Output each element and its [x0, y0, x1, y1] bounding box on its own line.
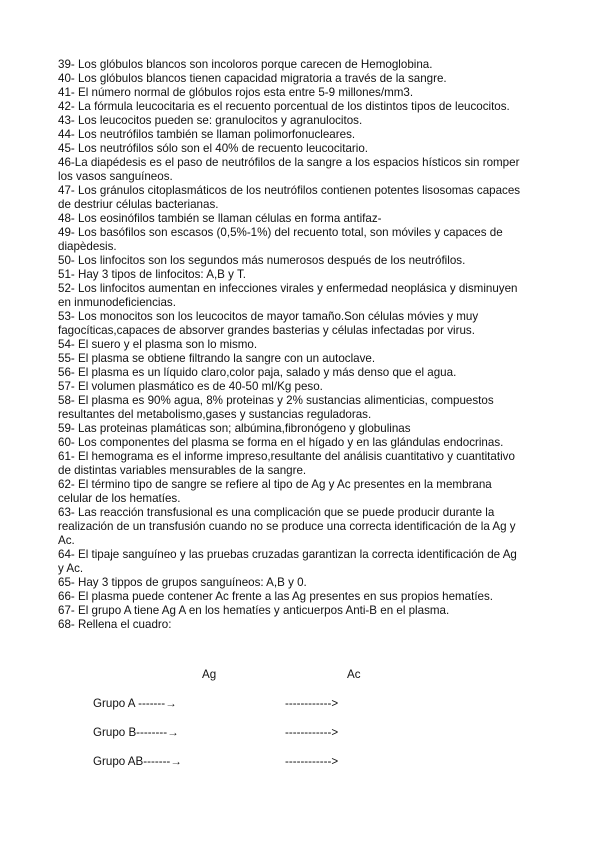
statement-item: [58, 72, 552, 86]
statement-line: 43- Los leucocitos pueden se: granulocitos y agranulocitos.: [58, 114, 363, 127]
table-row-label: Grupo A -------→: [93, 697, 177, 710]
statement-line: 56- El plasma es un líquido claro,color paja, salado y más denso que el agua.: [58, 366, 457, 379]
statement-line: 46-La diapédesis es el paso de neutrófilos de la sangre a los espacios hísticos sin romper: [58, 156, 520, 169]
table-row-arrow: ------------>: [285, 726, 339, 739]
statement-line: 62- El término tipo de sangre se refiere al tipo de Ag y Ac presentes en la membrana: [58, 478, 492, 491]
table-row-label: Grupo B--------→: [93, 726, 179, 739]
statement-line: de destriur células bacterianas.: [58, 198, 219, 211]
statement-item: [58, 212, 552, 226]
statement-item: [58, 548, 552, 576]
statement-line: 67- El grupo A tiene Ag A en los hematíes y anticuerpos Anti-B en el plasma.: [58, 604, 450, 617]
statement-item: [58, 478, 552, 506]
statement-item: [58, 618, 552, 632]
statement-line: 55- El plasma se obtiene filtrando la sangre con un autoclave.: [58, 352, 376, 365]
statement-item: [58, 100, 552, 114]
statement-line: 61- El hemograma es el informe impreso,resultante del análisis cuantitativo y cuantitativo: [58, 450, 515, 463]
statement-line: 57- El volumen plasmático es de 40-50 ml/Kg peso.: [58, 380, 323, 393]
column-header-ac: Ac: [347, 668, 361, 681]
statement-line: 50- Los linfocitos son los segundos más numerosos después de los neutrófilos.: [58, 254, 466, 267]
statement-item: [58, 128, 552, 142]
statement-line: fagocíticas,capaces de absorver grandes basterias y células infectadas por virus.: [58, 324, 475, 337]
statement-item: [58, 114, 552, 128]
statement-item: [58, 366, 552, 380]
statement-line: Ac.: [58, 534, 75, 547]
statement-line: resultantes del metabolismo,gases y sustancias reguladoras.: [58, 408, 372, 421]
statement-line: de distintas variables mensurables de la sangre.: [58, 464, 307, 477]
statement-line: 52- Los linfocitos aumentan en infecciones virales y enfermedad neoplásica y disminuyen: [58, 282, 518, 295]
statement-line: 65- Hay 3 tippos de grupos sanguíneos: A,B y 0.: [58, 576, 307, 589]
statement-item: [58, 394, 552, 422]
statement-item: [58, 436, 552, 450]
statement-line: 44- Los neutrófilos también se llaman polimorfonucleares.: [58, 128, 356, 141]
statement-item: [58, 604, 552, 618]
statement-line: 51- Hay 3 tipos de linfocitos: A,B y T.: [58, 268, 246, 281]
statement-line: 39- Los glóbulos blancos son incoloros porque carecen de Hemoglobina.: [58, 58, 433, 71]
statement-item: [58, 254, 552, 268]
statement-line: 41- El número normal de glóbulos rojos esta entre 5-9 millones/mm3.: [58, 86, 414, 99]
statement-line: 64- El tipaje sanguíneo y las pruebas cruzadas garantizan la correcta identificación de Ag: [58, 548, 517, 561]
statement-line: 45- Los neutrófilos sólo son el 40% de recuento leucocitario.: [58, 142, 368, 155]
statement-item: [58, 156, 552, 184]
table-row-label: Grupo AB-------→: [93, 755, 182, 768]
statement-item: [58, 58, 552, 72]
statement-line: en inmunodeficiencias.: [58, 296, 176, 309]
statement-line: 48- Los eosinófilos también se llaman células en forma antifaz-: [58, 212, 382, 225]
statement-line: 54- El suero y el plasma son lo mismo.: [58, 338, 258, 351]
statement-line: 63- Las reacción transfusional es una complicación que se puede producir durante la: [58, 506, 495, 519]
statement-line: diapèdesis.: [58, 240, 117, 253]
statement-item: [58, 184, 552, 212]
table-row-arrow: ------------>: [285, 697, 339, 710]
statement-line: realización de un transfusión cuando no se produce una correcta identificación de la Ag y: [58, 520, 516, 533]
statement-line: 60- Los componentes del plasma se forma en el hígado y en las glándulas endocrinas.: [58, 436, 504, 449]
statement-item: [58, 338, 552, 352]
statement-item: [58, 86, 552, 100]
statement-line: 47- Los gránulos citoplasmáticos de los neutrófilos contienen potentes lisosomas capaces: [58, 184, 521, 197]
statement-item: [58, 310, 552, 338]
table-row-arrow: ------------>: [285, 755, 339, 768]
statement-line: 68- Rellena el cuadro:: [58, 618, 172, 631]
statement-item: [58, 590, 552, 604]
statement-item: [58, 352, 552, 366]
statement-line: los vasos sanguíneos.: [58, 170, 173, 183]
statement-line: y Ac.: [58, 562, 84, 575]
column-header-ag: Ag: [202, 668, 217, 681]
statement-item: [58, 450, 552, 478]
statement-item: [58, 282, 552, 310]
statement-line: 53- Los monocitos son los leucocitos de mayor tamaño.Son células móvies y muy: [58, 310, 479, 323]
statement-line: celular de los hematíes.: [58, 492, 181, 505]
statement-item: [58, 226, 552, 254]
statement-line: 40- Los glóbulos blancos tienen capacidad migratoria a través de la sangre.: [58, 72, 447, 85]
statement-line: 49- Los basófilos son escasos (0,5%-1%) del recuento total, son móviles y capaces de: [58, 226, 503, 239]
statement-item: [58, 268, 552, 282]
statement-item: [58, 422, 552, 436]
statement-line: 59- Las proteinas plamáticas son; albúmina,fibronógeno y globulinas: [58, 422, 411, 435]
statement-line: 66- El plasma puede contener Ac frente a las Ag presentes en sus propios hematíes.: [58, 590, 494, 603]
statement-item: [58, 142, 552, 156]
statement-item: [58, 576, 552, 590]
statement-item: [58, 380, 552, 394]
statement-line: 42- La fórmula leucocitaria es el recuento porcentual de los distintos tipos de leucocitos.: [58, 100, 510, 113]
statement-line: 58- El plasma es 90% agua, 8% proteinas y 2% sustancias alimenticias, compuestos: [58, 394, 494, 407]
statement-item: [58, 506, 552, 548]
